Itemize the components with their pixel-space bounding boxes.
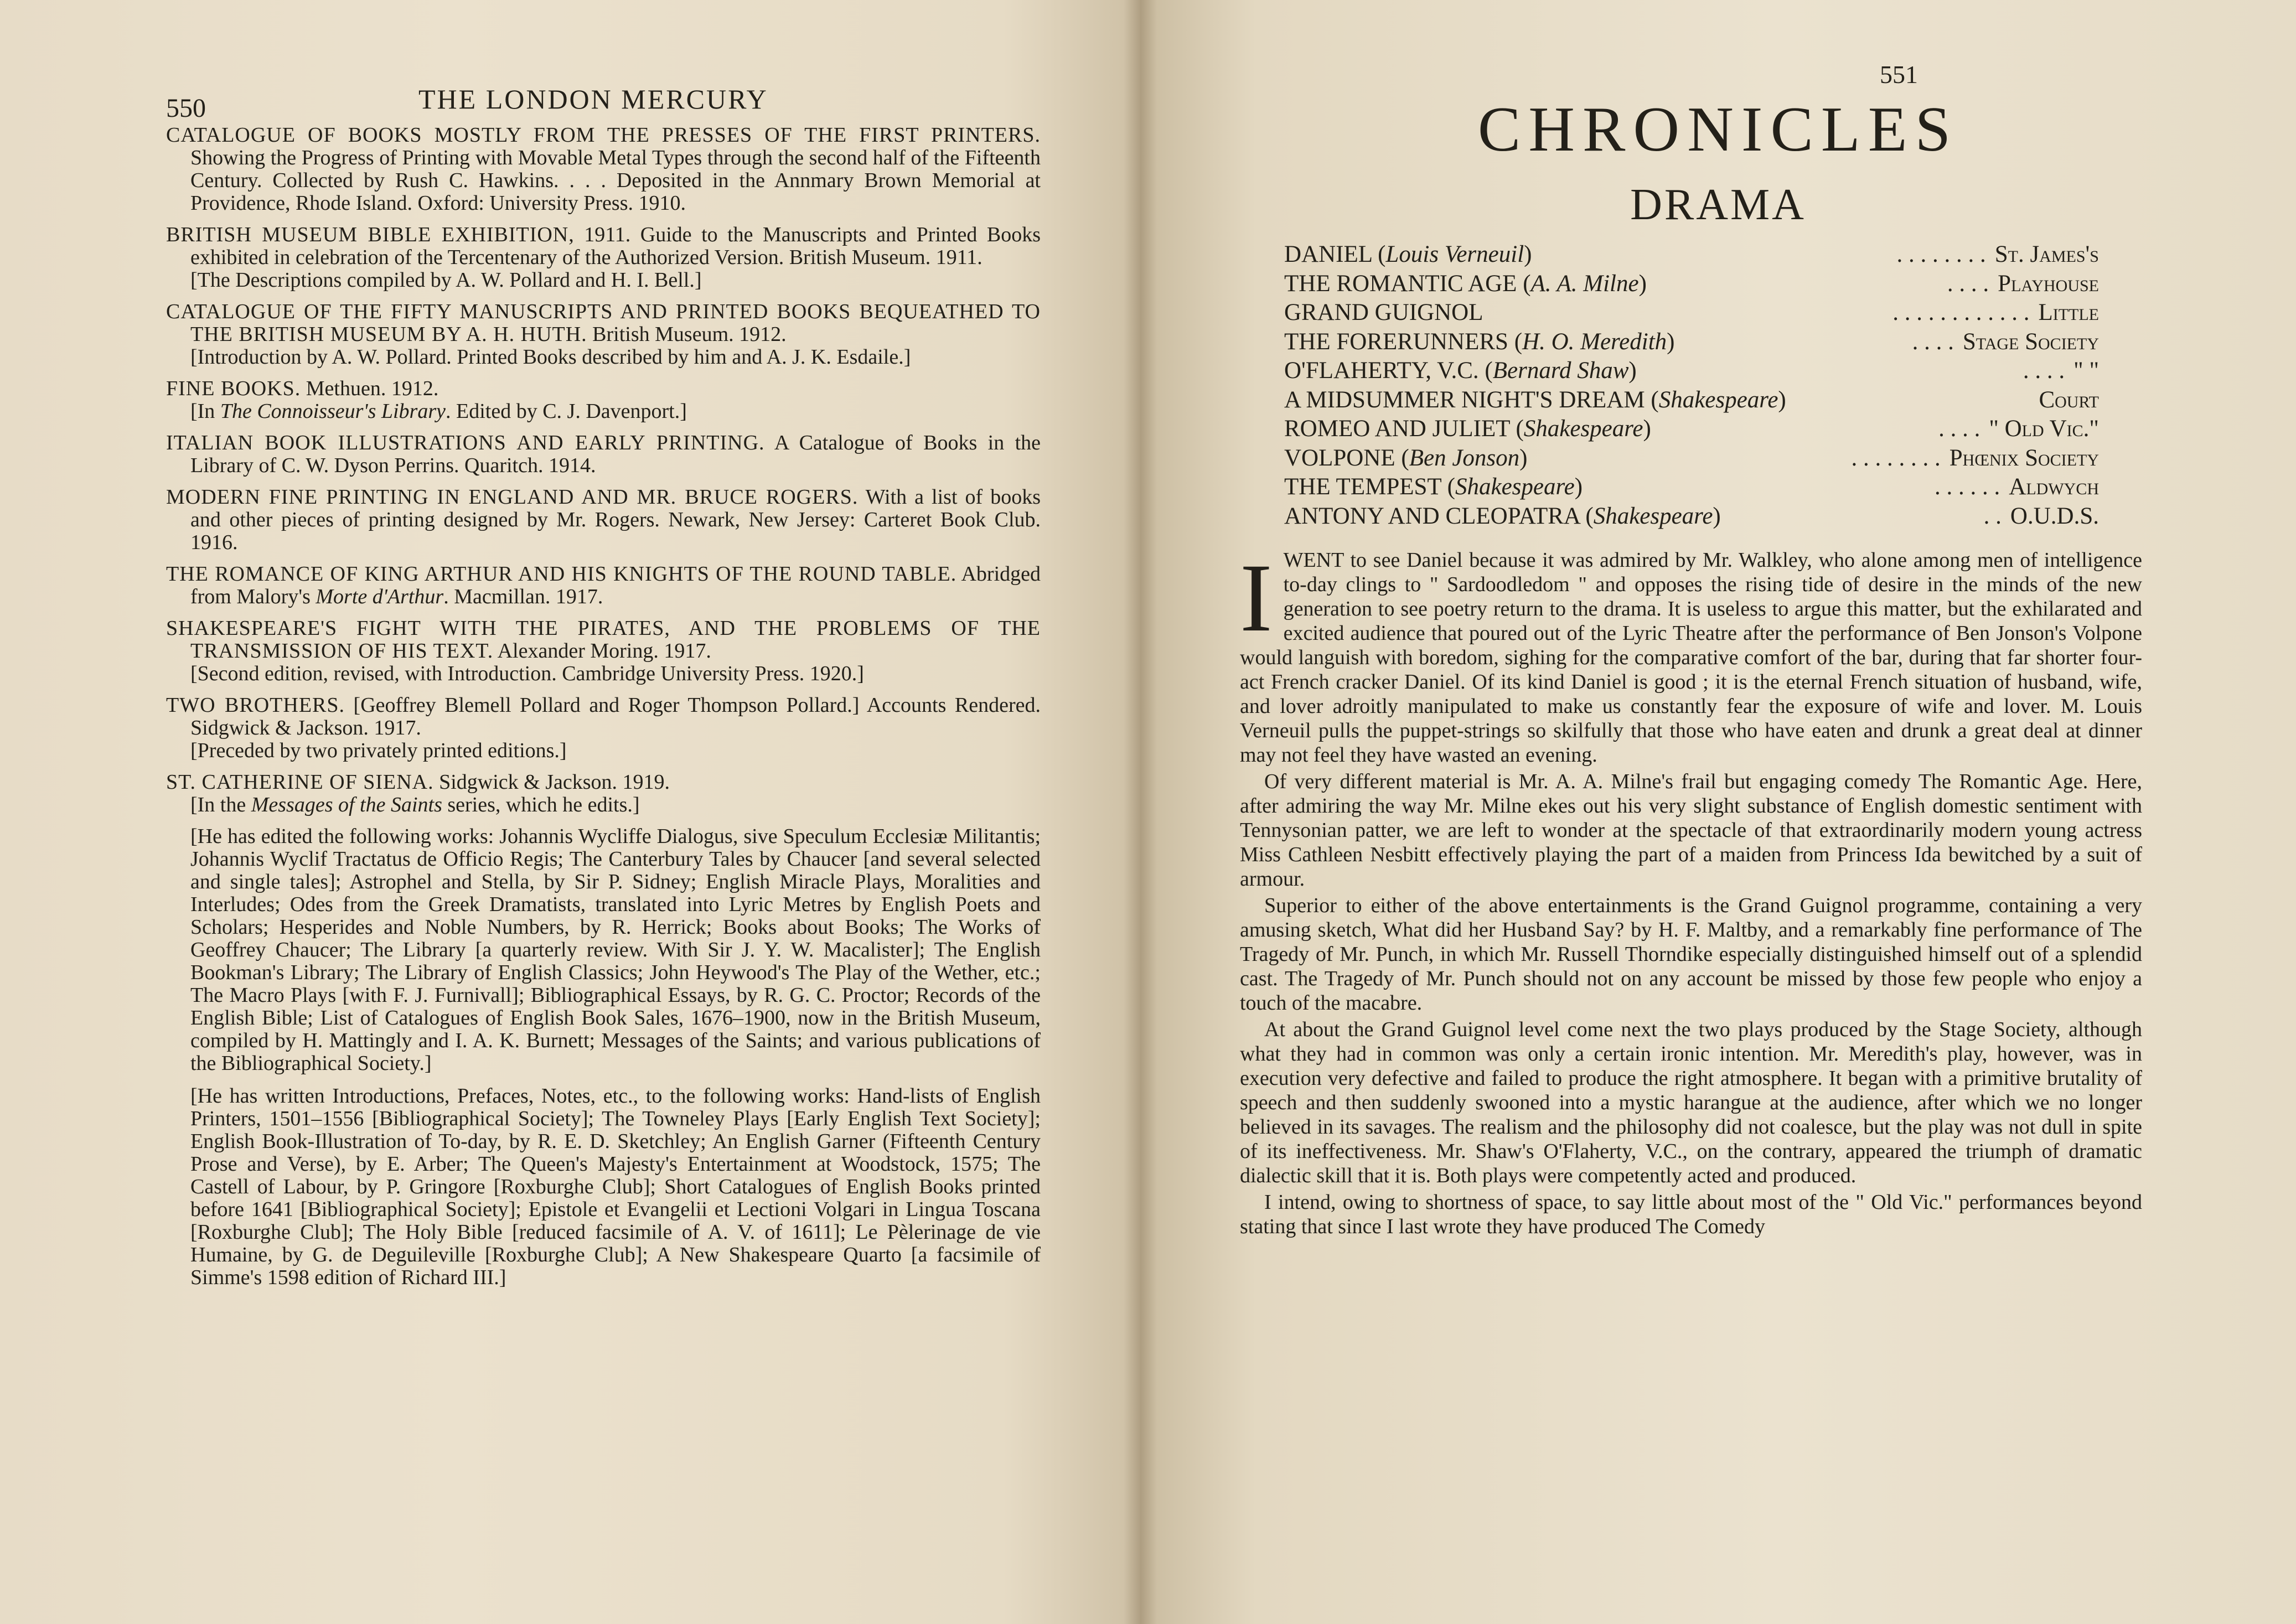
play-author: Louis Verneuil	[1385, 241, 1524, 267]
theatre-name: " "	[2073, 358, 2099, 384]
entry-title: MODERN FINE PRINTING IN ENGLAND AND MR. BRUCE ROGERS.	[166, 485, 859, 509]
production-row	[1284, 240, 2099, 270]
leader-dots: . .	[1983, 503, 2002, 529]
written-works-note	[166, 1085, 1041, 1289]
theatre-name: Aldwych	[2009, 474, 2099, 500]
entry-body: . Macmillan. 1917.	[443, 585, 603, 608]
entry-body: Sidgwick & Jackson. 1919.	[433, 770, 670, 794]
entry-body: 1911. Guide to the Manuscripts and Printed Books exhibited in celebration of the Tercentenary of the Authorized Version. British Museum. 1911.	[190, 223, 1041, 269]
play-author: Ben Jonson	[1409, 444, 1520, 471]
play-title: DANIEL (Louis Verneuil)	[1284, 241, 1532, 267]
entry-body: Abridged from Malory's	[190, 562, 1041, 608]
production-row	[1284, 444, 2099, 473]
section-subheading: DRAMA	[1630, 180, 1806, 229]
play-title: O'FLAHERTY, V.C. (Bernard Shaw)	[1284, 358, 1637, 384]
theatre-name: Playhouse	[1998, 270, 2099, 297]
bibliography	[166, 124, 1041, 1299]
play-title: THE ROMANTIC AGE (A. A. Milne)	[1284, 270, 1647, 297]
theatre-name: Court	[2039, 386, 2099, 413]
play-title: THE TEMPEST (Shakespeare)	[1284, 474, 1583, 500]
bibliography-entry	[166, 486, 1041, 554]
bibliography-entry	[166, 563, 1041, 608]
leader-dots: . . . . . . . . . . . .	[1892, 299, 2030, 325]
entry-body: Methuen. 1912.	[301, 377, 439, 400]
play-author: Shakespeare	[1593, 503, 1713, 529]
journal-title: THE LONDON MERCURY	[418, 84, 768, 115]
edited-works-note	[166, 825, 1041, 1075]
play-author: Shakespeare	[1658, 386, 1778, 413]
play-author: Shakespeare	[1523, 416, 1643, 442]
production-row	[1284, 356, 2099, 386]
entry-note: [The Descriptions compiled by A. W. Pollard and H. I. Bell.]	[190, 268, 702, 292]
entry-body: With a list of books and other pieces of printing designed by Mr. Rogers. Newark, New Jersey: Carteret Book Club. 1916.	[190, 485, 1041, 554]
production-row	[1284, 328, 2099, 357]
entry-title: FINE BOOKS.	[166, 377, 301, 400]
entry-title: CATALOGUE OF BOOKS MOSTLY FROM THE PRESSES OF THE FIRST PRINTERS.	[166, 123, 1041, 147]
leader-dots: . . . .	[1938, 416, 1980, 442]
play-title: GRAND GUIGNOL	[1284, 299, 1483, 325]
section-heading: CHRONICLES	[1477, 94, 1959, 165]
production-row	[1284, 415, 2099, 444]
leader-dots: . . . . . . . .	[1851, 444, 1941, 471]
entry-note: [Preceded by two privately printed editions.]	[190, 739, 567, 762]
entry-note: [Introduction by A. W. Pollard. Printed Books described by him and A. J. K. Esdaile.]	[190, 345, 911, 369]
entry-title: TWO BROTHERS.	[166, 694, 345, 717]
edited-works-text: [He has edited the following works: Johannis Wycliffe Dialogus, sive Speculum Ecclesiæ Militantis; Johannis Wyclif Tractatus de Officio Regis; The Canterbury Tales by Chaucer [and several selected and single tales]; Astrophel and Stella, by Sir P. Sidney; English Miracle Plays, Moralities and Interludes; Odes from the Greek Dramatists, translated into Lyric Metres by English Poets and Scholars; Hesperides and Noble Numbers, by R. Herrick; Books about Books; The Works of Geoffrey Chaucer; The Library [a quarterly review. With Sir J. Y. W. Macalister]; The English Bookman's Library; The Library of English Classics; John Heywood's The Play of the Wether, etc.; The Macro Plays [with F. J. Furnivall]; Bibliographical Essays, by R. G. C. Proctor; Records of the English Bible; List of Catalogues of English Book Sales, 1676–1900, now in the British Museum, compiled by H. Mattingly and I. A. K. Burnett; Messages of the Saints; and various publications of the Bibliographical Society.]	[190, 825, 1041, 1075]
theatre-name: " Old Vic."	[1989, 416, 2099, 442]
entry-title: THE ROMANCE OF KING ARTHUR AND HIS KNIGHTS OF THE ROUND TABLE.	[166, 562, 957, 586]
note-text: [In the	[190, 793, 251, 816]
play-author: Bernard Shaw	[1492, 358, 1629, 384]
theatre-name: O.U.D.S.	[2010, 503, 2099, 529]
article-paragraph: I intend, owing to shortness of space, to say little about most of the " Old Vic." performances beyond stating that since I last wrote they have produced The Comedy	[1240, 1191, 2142, 1238]
play-author: Shakespeare	[1455, 474, 1575, 500]
entry-title: ITALIAN BOOK ILLUSTRATIONS AND EARLY PRINTING.	[166, 431, 765, 454]
entry-italic: Morte d'Arthur	[316, 585, 444, 608]
entry-note	[166, 794, 1041, 816]
drop-cap: I	[1240, 544, 1273, 652]
production-row	[1284, 473, 2099, 502]
play-title: THE FORERUNNERS (H. O. Meredith)	[1284, 328, 1675, 355]
note-text: [In	[190, 400, 220, 423]
play-title: ROMEO AND JULIET (Shakespeare)	[1284, 416, 1651, 442]
play-title: A MIDSUMMER NIGHT'S DREAM (Shakespeare)	[1284, 386, 1786, 413]
article-paragraph: Superior to either of the above entertainments is the Grand Guignol programme, containing a very amusing sketch, What did her Husband Say? by H. F. Maltby, and a remarkably fine performance of The Tragedy of Mr. Punch, in which Mr. Russell Thorndike especially distinguished himself out of a splendid cast. The Tragedy of Mr. Punch should not on any account be missed by those few people who enjoy a touch of the macabre.	[1240, 894, 2142, 1015]
article-paragraph: Of very different material is Mr. A. A. Milne's frail but engaging comedy The Romantic Age. Here, after admiring the way Mr. Milne ekes out his very slight substance of English domestic sentiment with Tennysonian patter, we are left to wonder at the spectacle of that extraordinarily modern young actress Miss Cathleen Nesbitt effectively playing the part of a maiden from Princess Ida bewitched by a suit of armour.	[1240, 770, 2142, 891]
theatre-name: St. James's	[1994, 241, 2099, 267]
right-page	[1140, 0, 2296, 1624]
entry-body: British Museum. 1912.	[587, 323, 787, 346]
note-text: series, which he edits.]	[442, 793, 640, 816]
entry-body: A Catalogue of Books in the Library of C. W. Dyson Perrins. Quaritch. 1914.	[190, 431, 1041, 477]
bibliography-entry	[166, 617, 1041, 685]
entry-title: CATALOGUE OF THE FIFTY MANUSCRIPTS AND PRINTED BOOKS BEQUEATHED TO THE BRITISH MUSEUM BY A. H. HUTH.	[166, 300, 1041, 346]
production-row	[1284, 270, 2099, 299]
bibliography-entry	[166, 432, 1041, 477]
leader-dots: . . . .	[1912, 328, 1954, 355]
theatre-name: Stage Society	[1962, 328, 2099, 355]
article-paragraph	[1240, 544, 2142, 767]
play-title: ANTONY AND CLEOPATRA (Shakespeare)	[1284, 503, 1721, 529]
paragraph-text: WENT to see Daniel because it was admired by Mr. Walkley, who alone among men of intelligence to-day clings to " Sardoodledom " and opposes the rising tide of desire in the minds of the new generation to see poetry return to the drama. It is useless to argue this matter, but the exhilarated and excited audience that poured out of the Lyric Theatre after the performance of Ben Jonson's Volpone would languish with boredom, sighing for the comparative comfort of the bar, during that far shorter four-act French cracker Daniel. Of its kind Daniel is good ; it is the eternal French situation of husband, wife, and lover adroitly manipulated to make us constantly fear the exposure of wife and lover. M. Louis Verneuil pulls the puppet-strings so skilfully that those who have eaten and drunk a great deal at dinner may not feel they have wasted an evening.	[1240, 549, 2142, 767]
entry-note: [Second edition, revised, with Introduction. Cambridge University Press. 1920.]	[190, 662, 864, 685]
production-row	[1284, 298, 2099, 328]
page-number: 550	[166, 94, 206, 123]
production-row	[1284, 386, 2099, 415]
theatre-name: Little	[2038, 299, 2099, 325]
written-works-text: [He has written Introductions, Prefaces, Notes, etc., to the following works: Hand-lists of English Printers, 1501–1556 [Bibliographical Society]; The Towneley Plays [Early English Text Society]; English Book-Illustration of To-day, by R. E. D. Sketchley; An English Garner (Fifteenth Century Prose and Verse), by E. Arber; The Queen's Majesty's Entertainment at Woodstock, 1575; The Castell of Labour, by P. Gringore [Roxburghe Club]; Short Catalogues of English Books printed before 1641 [Bibliographical Society]; Epistole et Evangelii et Lectioni Volgari in Lingua Toscana [Roxburghe Club]; The Holy Bible [reduced facsimile of A. V. of 1611]; Le Pèlerinage de vie Humaine, by G. de Deguileville [Roxburghe Club]; A New Shakespeare Quarto [a facsimile of Simme's 1598 edition of Richard III.]	[190, 1084, 1041, 1289]
production-list	[1284, 240, 2099, 531]
bibliography-entry	[166, 124, 1041, 215]
entry-body: Alexander Moring. 1917.	[493, 639, 711, 663]
bibliography-entry	[166, 771, 1041, 816]
note-italic: Messages of the Saints	[251, 793, 442, 816]
entry-title: SHAKESPEARE'S FIGHT WITH THE PIRATES, AND THE PROBLEMS OF THE TRANSMISSION OF HIS TEXT.	[166, 617, 1041, 663]
left-page	[0, 0, 1140, 1624]
note-text: . Edited by C. J. Davenport.]	[446, 400, 687, 423]
play-author: A. A. Milne	[1530, 270, 1639, 297]
article-paragraph: At about the Grand Guignol level come next the two plays produced by the Stage Society, although what they had in common was only a certain ironic intention. Mr. Meredith's play, however, was in execution very defective and failed to produce the right atmosphere. It began with a primitive brutality of speech and then suddenly swooned into a mystic harangue at the audience, after which we no longer believed in its savages. The realism and the philosophy did not coalesce, but the play was not dull in spite of its ineffectiveness. Mr. Shaw's O'Flaherty, V.C., on the contrary, appeared the triumph of dramatic dialectic skill that it is. Both plays were competently acted and produced.	[1240, 1018, 2142, 1187]
running-head	[166, 83, 1041, 122]
entry-title: ST. CATHERINE OF SIENA.	[166, 770, 434, 794]
leader-dots: . . . .	[1947, 270, 1989, 297]
entry-body: Showing the Progress of Printing with Movable Metal Types through the second half of the Fifteenth Century. Collected by Rush C. Hawkins. . . . Deposited in the Annmary Brown Memorial at Providence, Rhode Island. Oxford: University Press. 1910.	[190, 146, 1041, 215]
play-title: VOLPONE (Ben Jonson)	[1284, 444, 1528, 471]
note-italic: The Connoisseur's Library	[220, 400, 446, 423]
entry-body: [Geoffrey Blemell Pollard and Roger Thompson Pollard.] Accounts Rendered. Sidgwick & Jackson. 1917.	[190, 694, 1041, 739]
page-number: 551	[1880, 60, 1918, 89]
leader-dots: . . . . . .	[1935, 474, 2000, 500]
review-article	[1240, 544, 2142, 1241]
bibliography-entry	[166, 224, 1041, 292]
production-row	[1284, 502, 2099, 531]
theatre-name: Phœnix Society	[1949, 444, 2099, 471]
entry-note	[166, 400, 1041, 423]
book-gutter	[1124, 0, 1157, 1624]
entry-title: BRITISH MUSEUM BIBLE EXHIBITION,	[166, 223, 575, 246]
leader-dots: . . . . . . . .	[1896, 241, 1986, 267]
bibliography-entry	[166, 301, 1041, 369]
leader-dots: . . . .	[2023, 358, 2065, 384]
bibliography-entry	[166, 694, 1041, 762]
play-author: H. O. Meredith	[1522, 328, 1667, 355]
bibliography-entry	[166, 377, 1041, 423]
leader-dots	[1786, 386, 2039, 415]
